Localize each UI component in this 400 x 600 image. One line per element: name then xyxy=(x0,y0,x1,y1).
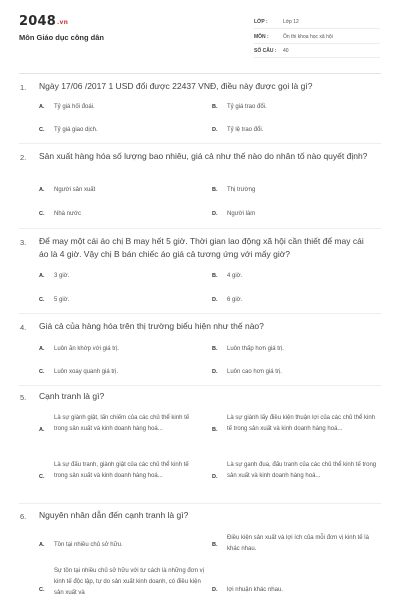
option-text[interactable]: Tỷ lệ trao đổi. xyxy=(227,127,264,133)
option-letter: A. xyxy=(39,273,45,279)
header-divider xyxy=(19,73,381,74)
option-text[interactable]: Luôn xoay quanh giá trị. xyxy=(54,369,119,375)
option-letter: B. xyxy=(212,104,218,110)
question-number: 4. xyxy=(20,323,27,332)
option-text[interactable]: 3 giờ. xyxy=(54,273,70,279)
option-letter: D. xyxy=(212,297,218,303)
question-number: 1. xyxy=(20,83,27,92)
option-letter: C. xyxy=(39,474,45,480)
question-text: Ngày 17/06 /2017 1 USD đổi được 22437 VNĐ, điều này được gọi là gì? xyxy=(39,81,313,91)
option-text[interactable]: Luôn thấp hơn giá trị. xyxy=(227,346,284,352)
option-letter: D. xyxy=(212,127,218,133)
option-letter: C. xyxy=(39,297,45,303)
option-letter: D. xyxy=(212,587,218,593)
meta-count-row xyxy=(254,44,380,58)
option-text[interactable]: Là sự giành giật, lấn chiếm của các chủ thể kinh tế trong sản xuất và kinh doanh hàng hoá... xyxy=(54,415,190,432)
option-letter: B. xyxy=(212,273,218,279)
option-letter: C. xyxy=(39,127,45,133)
option-text[interactable]: Là sự giành lấy điều kiện thuận lợi của các chủ thể kinh tế trong sản xuất và kinh doanh hàng hoá... xyxy=(227,415,376,432)
logo-suffix: .vn xyxy=(56,19,69,26)
question-text: Nguyên nhân dẫn đến cạnh tranh là gì? xyxy=(39,510,189,520)
option-text[interactable]: Luôn cao hơn giá trị. xyxy=(227,369,282,375)
question-separator xyxy=(19,228,381,229)
question-text: Sản xuất hàng hóa số lượng bao nhiêu, giá cả như thế nào do nhân tố nào quyết định? xyxy=(39,151,368,161)
option-letter: D. xyxy=(212,369,218,375)
option-text[interactable]: Luôn ăn khớp với giá trị. xyxy=(54,346,119,352)
option-letter: B. xyxy=(212,187,218,193)
option-letter: A. xyxy=(39,346,45,352)
option-letter: C. xyxy=(39,211,45,217)
option-letter: B. xyxy=(212,427,218,433)
option-text[interactable]: Là sự đấu tranh, giành giật của các chủ thể kinh tế trong sản xuất và kinh doanh hàng hoá... xyxy=(54,462,189,479)
option-letter: A. xyxy=(39,427,45,433)
option-letter: B. xyxy=(212,346,218,352)
option-text[interactable]: 6 giờ. xyxy=(227,297,243,303)
meta-class-value: Lớp 12 xyxy=(283,18,299,25)
option-text[interactable]: Người sản xuất xyxy=(54,187,96,193)
question-separator xyxy=(19,313,381,314)
question-number: 2. xyxy=(20,153,27,162)
option-text[interactable]: Tỷ giá hối đoái. xyxy=(54,104,95,110)
option-text[interactable]: 4 giờ. xyxy=(227,273,243,279)
option-text[interactable]: Điều kiện sản xuất và lợi ích của mỗi đơn vị kinh tế là khác nhau. xyxy=(227,535,369,552)
meta-subject-label: MÔN : xyxy=(254,33,269,40)
question-text: Cạnh tranh là gì? xyxy=(39,391,105,401)
option-letter: A. xyxy=(39,542,45,548)
subject-title: Môn Giáo dục công dân xyxy=(19,33,104,42)
option-letter: A. xyxy=(39,187,45,193)
question-number: 3. xyxy=(20,238,27,247)
meta-count-value: 40 xyxy=(283,47,289,54)
meta-subject-row xyxy=(254,30,380,44)
question-text: Để may một cái áo chị B may hết 5 giờ. Thời gian lao động xã hội cần thiết để may cái áo là 4 giờ. Vậy chị B bán chiếc áo giá cả tương ứng với mấy giờ? xyxy=(39,236,364,259)
option-letter: B. xyxy=(212,542,218,548)
option-letter: D. xyxy=(212,474,218,480)
option-text[interactable]: Sự tồn tại nhiều chủ sở hữu với tư cách là những đơn vị kinh tế độc lập, tự do sản xuất kinh doanh, có điều kiện sản xuất và xyxy=(54,568,204,596)
question-separator xyxy=(19,385,381,386)
option-text[interactable]: Tồn tại nhiều chủ sở hữu. xyxy=(54,542,123,548)
option-text[interactable]: Là sự ganh đua, đấu tranh của các chủ thể kinh tế trong sản xuất và kinh doanh hàng hoá... xyxy=(227,462,377,479)
question-separator xyxy=(19,503,381,504)
meta-class-label: LỚP : xyxy=(254,18,268,25)
question-text: Giá cả của hàng hóa trên thị trường biểu hiện như thế nào? xyxy=(39,321,264,331)
option-text[interactable]: 5 giờ. xyxy=(54,297,70,303)
page-header xyxy=(0,0,400,72)
option-text[interactable]: Nhà nước xyxy=(54,211,81,217)
question-number: 5. xyxy=(20,393,27,402)
question-separator xyxy=(19,143,381,144)
option-letter: C. xyxy=(39,587,45,593)
option-text[interactable]: Thị trường xyxy=(227,187,256,193)
option-text[interactable]: lợi nhuận khác nhau. xyxy=(227,587,283,593)
option-text[interactable]: Người làm xyxy=(227,211,256,217)
option-letter: D. xyxy=(212,211,218,217)
option-text[interactable]: Tỷ giá trao đổi. xyxy=(227,104,267,110)
meta-class-row xyxy=(254,15,380,29)
option-text[interactable]: Tỷ giá giao dịch. xyxy=(54,127,98,133)
option-letter: C. xyxy=(39,369,45,375)
meta-subject-value: Ôn thi khoa học xã hội xyxy=(283,33,333,40)
question-number: 6. xyxy=(20,512,27,521)
option-letter: A. xyxy=(39,104,45,110)
site-logo[interactable] xyxy=(19,14,68,29)
meta-count-label: SỐ CÂU : xyxy=(254,47,277,54)
logo-text: 2048 xyxy=(19,14,56,29)
